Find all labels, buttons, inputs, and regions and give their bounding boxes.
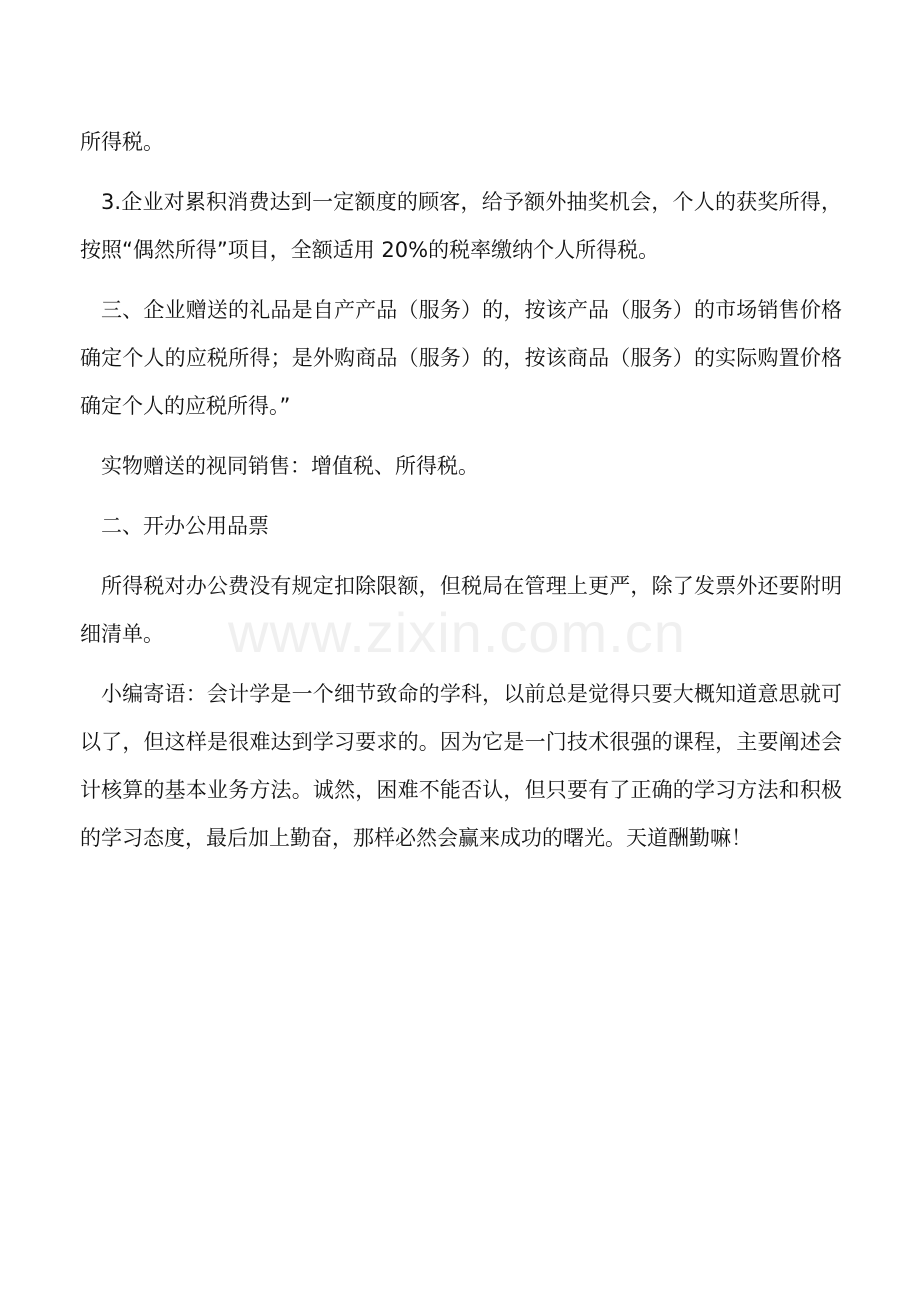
paragraph-continuation: 所得税。 — [80, 130, 164, 154]
watermark: www.zixin.com.cn — [228, 601, 686, 664]
document-body — [80, 118, 842, 874]
paragraph-editor-note: 小编寄语：会计学是一个细节致命的学科，以前总是觉得只要大概知道意思就可以了，但这样是很难达到学习要求的。因为它是一门技术很强的课程，主要阐述会计核算的基本业务方法。诚然，困难不能否认，但只要有了正确的学习方法和积极的学习态度，最后加上勤奋，那样必然会赢来成功的曙光。天道酬勤嘛！ — [80, 682, 842, 850]
paragraph-gift-valuation: 三、企业赠送的礼品是自产产品（服务）的，按该产品（服务）的市场销售价格确定个人的应税所得；是外购商品（服务）的，按该商品（服务）的实际购置价格确定个人的应税所得。” — [80, 298, 842, 418]
paragraph-lottery-prize: 3.企业对累积消费达到一定额度的顾客，给予额外抽奖机会，个人的获奖所得，按照“偶然所得”项目，全额适用 20%的税率缴纳个人所得税。 — [80, 190, 842, 262]
paragraph-office-expenses: 所得税对办公费没有规定扣除限额，但税局在管理上更严，除了发票外还要附明细清单。 — [80, 574, 842, 646]
section-heading-office-supplies: 二、开办公用品票 — [101, 514, 269, 538]
paragraph-deemed-sales: 实物赠送的视同销售：增值税、所得税。 — [101, 454, 479, 478]
